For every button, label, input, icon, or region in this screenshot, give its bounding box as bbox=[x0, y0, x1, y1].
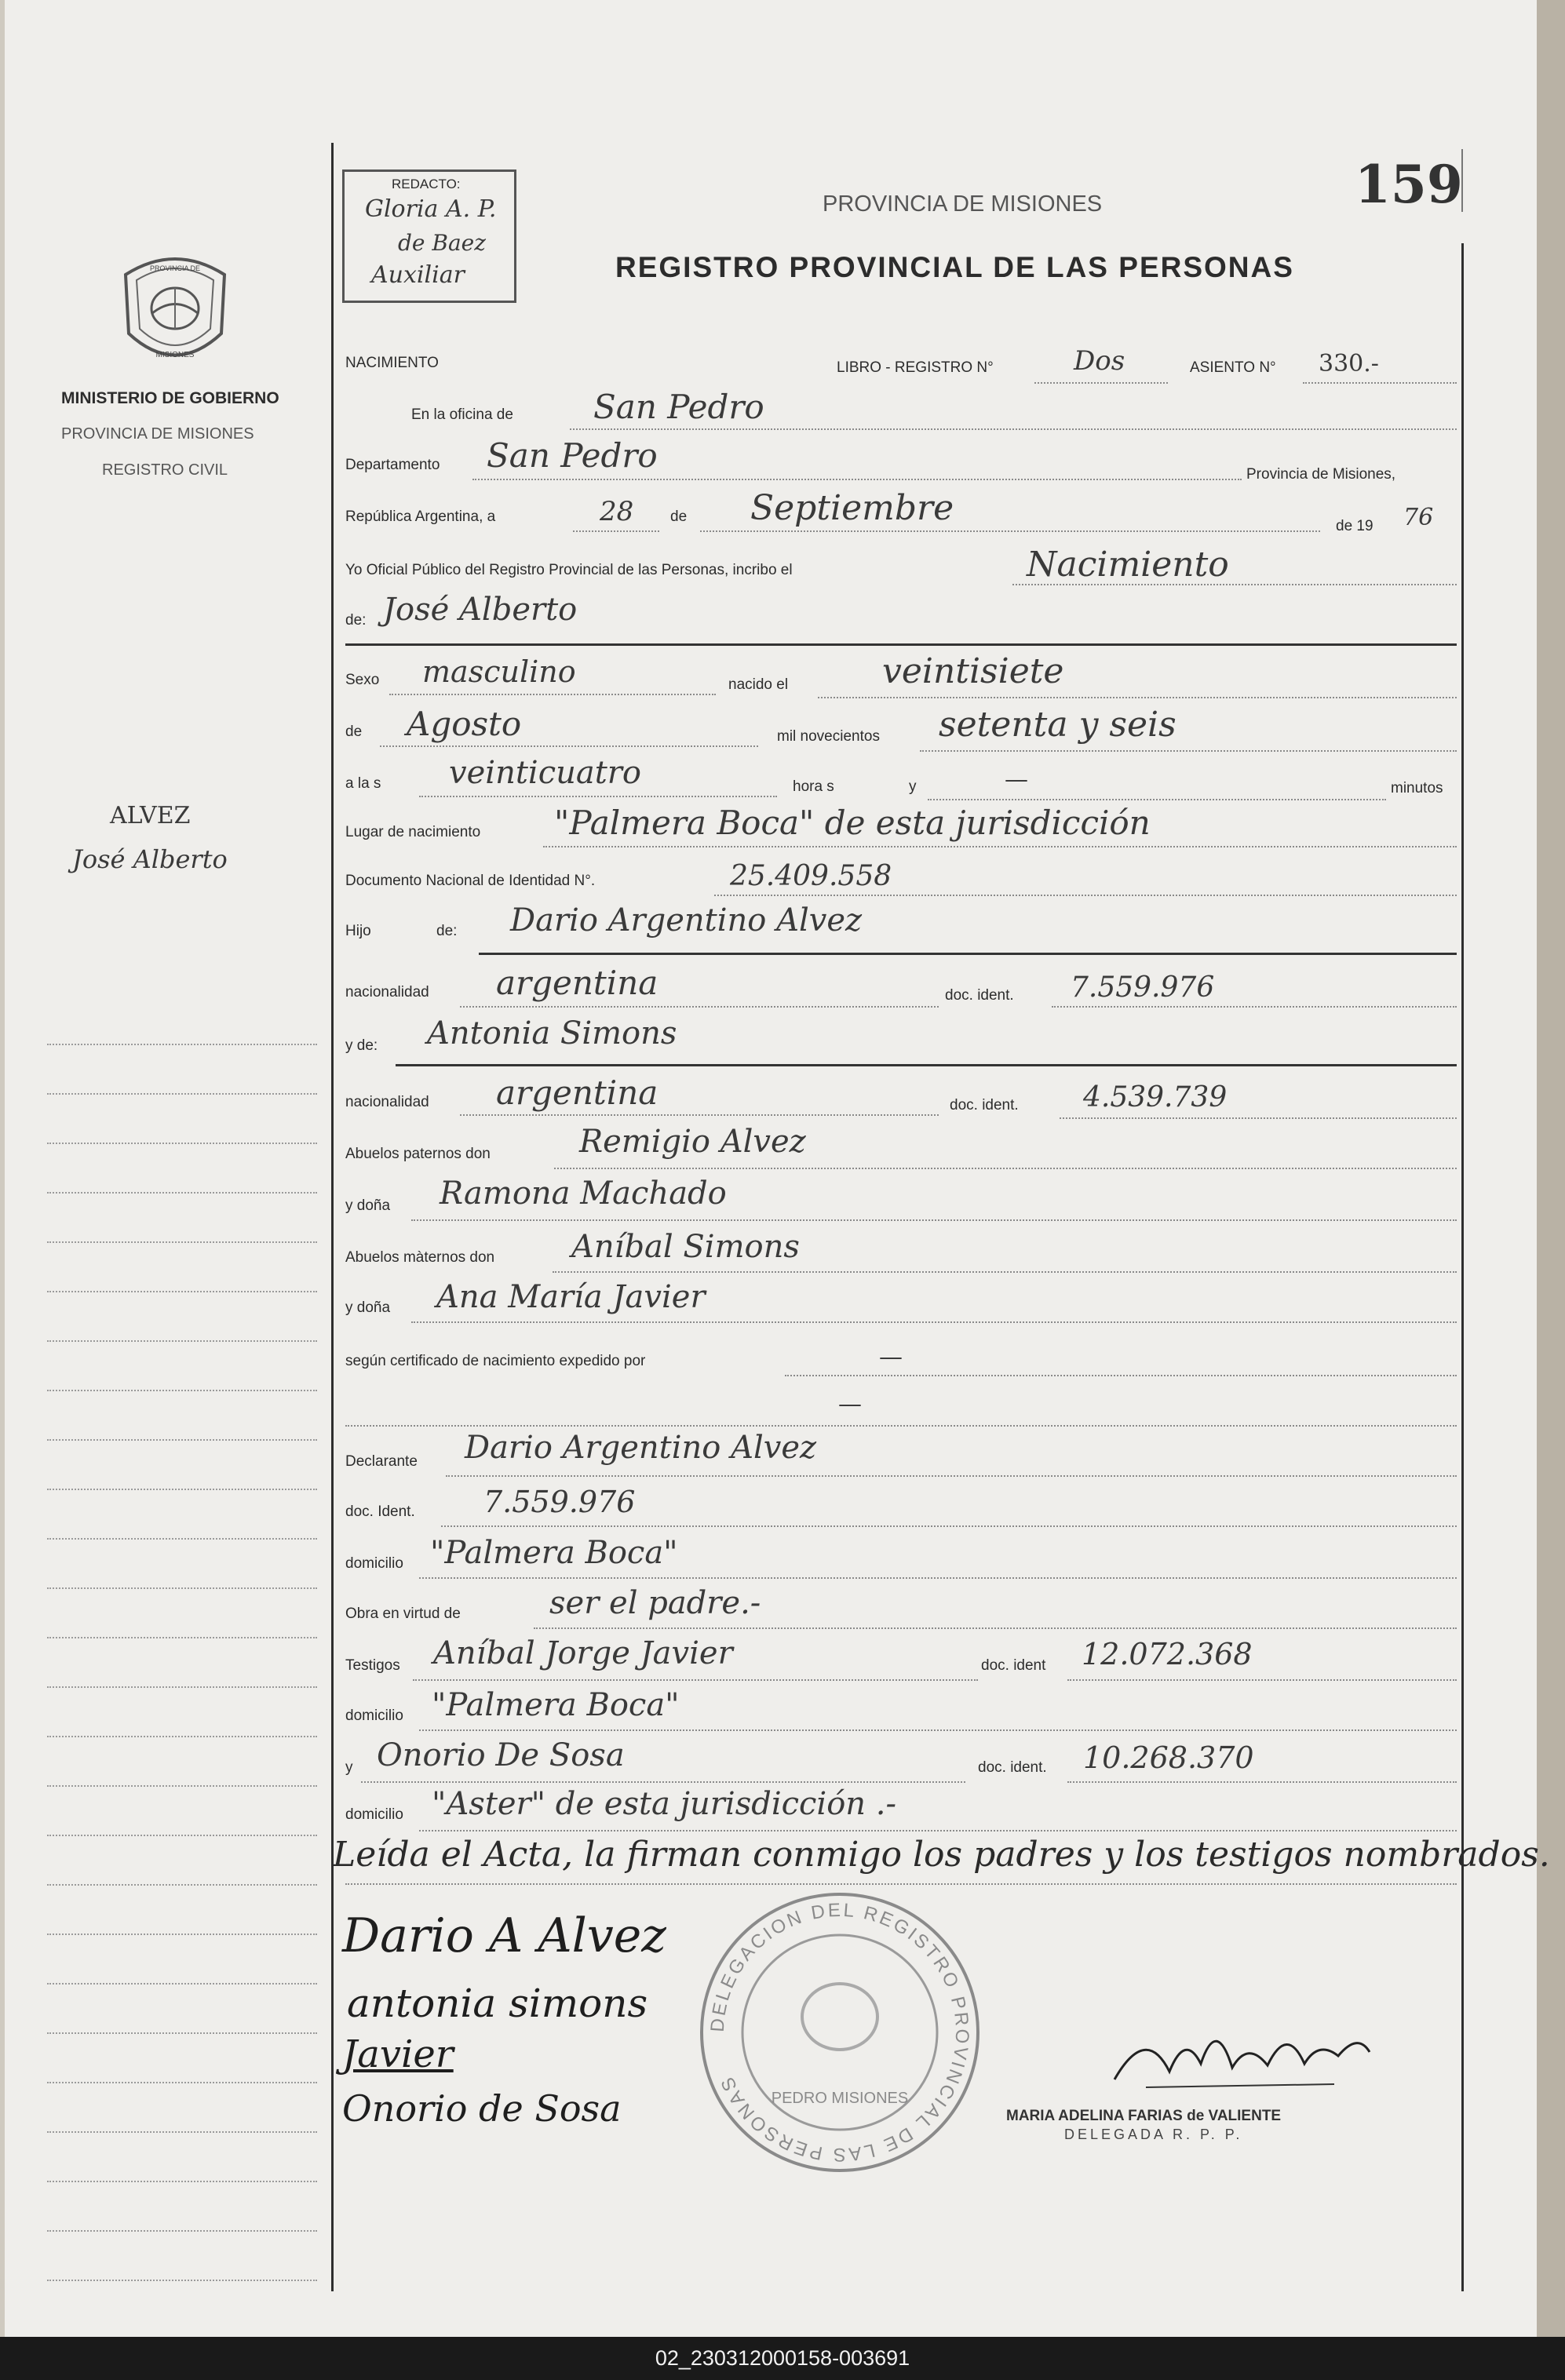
abp-label: Abuelos paternos don bbox=[345, 1146, 491, 1162]
republica-label: República Argentina, a bbox=[345, 508, 496, 525]
signature-mother: antonia simons bbox=[347, 1981, 648, 2026]
abp-value: Remigio Alvez bbox=[579, 1124, 806, 1160]
official-name: MARIA ADELINA FARIAS de VALIENTE bbox=[1006, 2108, 1282, 2124]
nac2-label: nacionalidad bbox=[345, 1094, 429, 1110]
document-id: 02_230312000158-003691 bbox=[655, 2346, 910, 2370]
segun-value: — bbox=[879, 1343, 903, 1371]
oficina-label: En la oficina de bbox=[411, 406, 513, 423]
nac1-label: nacionalidad bbox=[345, 984, 429, 1000]
hora-value: veinticuatro bbox=[449, 755, 641, 791]
oficina-value: San Pedro bbox=[593, 388, 764, 426]
ministry-title: MINISTERIO DE GOBIERNO bbox=[61, 389, 279, 407]
page-number: 159 bbox=[1355, 154, 1463, 215]
dom2-label: domicilio bbox=[345, 1708, 403, 1724]
official-title: DELEGADA R. P. P. bbox=[1064, 2127, 1243, 2142]
dona1-label: y doña bbox=[345, 1197, 391, 1214]
dni-value: 25.409.558 bbox=[730, 860, 892, 892]
dom3-label: domicilio bbox=[345, 1806, 403, 1823]
dom2-value: "Palmera Boca" bbox=[432, 1687, 680, 1723]
minutos-label: minutos bbox=[1391, 780, 1443, 796]
official-signature-scribble bbox=[1099, 2009, 1381, 2103]
dom3-value: "Aster" de esta jurisdicción .- bbox=[432, 1786, 897, 1822]
obra-value: ser el padre.- bbox=[549, 1585, 761, 1621]
doc2-value: 4.539.739 bbox=[1083, 1081, 1228, 1113]
header-title: REGISTRO PROVINCIAL DE LAS PERSONAS bbox=[615, 251, 1294, 283]
acto-value: Nacimiento bbox=[1027, 545, 1229, 585]
minutos-value: — bbox=[1005, 766, 1028, 793]
dona1-value: Ramona Machado bbox=[440, 1175, 727, 1212]
redacto-label: REDACTO: bbox=[392, 177, 461, 191]
redacto-line3: Auxiliar bbox=[371, 261, 465, 289]
signature-witness2: Onorio de Sosa bbox=[342, 2087, 622, 2130]
y-label: y bbox=[909, 778, 917, 795]
testigo1-value: Aníbal Jorge Javier bbox=[433, 1635, 733, 1671]
asiento-value: 330.- bbox=[1319, 350, 1379, 377]
redacto-line2: de Baez bbox=[398, 230, 486, 256]
nacido-anio-value: setenta y seis bbox=[939, 705, 1176, 745]
seal-text-top: PROVINCIA DE bbox=[149, 264, 201, 272]
svg-text:DELEGACION DEL REGISTRO PROVIN bbox=[707, 1900, 973, 2165]
de-label: de bbox=[670, 508, 688, 525]
lugar-value: "Palmera Boca" de esta jurisdicción bbox=[554, 804, 1151, 842]
doct2-value: 10.268.370 bbox=[1083, 1740, 1254, 1775]
y2-label: y bbox=[345, 1759, 353, 1776]
registry-seal-icon bbox=[691, 1883, 989, 2181]
libro-label: LIBRO - REGISTRO N° bbox=[837, 359, 994, 376]
lugar-label: Lugar de nacimiento bbox=[345, 824, 481, 840]
margin-names: José Alberto bbox=[72, 844, 228, 874]
redacto-line1: Gloria A. P. bbox=[365, 195, 497, 223]
seal-bottom-text: PEDRO MISIONES bbox=[771, 2090, 909, 2107]
right-border bbox=[1461, 243, 1464, 2291]
abm-label: Abuelos màternos don bbox=[345, 1249, 495, 1266]
doc2-label: doc. ident. bbox=[950, 1097, 1019, 1113]
anio-value: 76 bbox=[1403, 504, 1434, 531]
padre-value: Dario Argentino Alvez bbox=[510, 902, 863, 939]
doct2-label: doc. ident. bbox=[978, 1759, 1047, 1776]
mil-label: mil novecientos bbox=[777, 728, 880, 745]
nacido-dia-value: veintisiete bbox=[882, 651, 1064, 691]
signature-father: Dario A Alvez bbox=[342, 1908, 666, 1963]
margin-surname: ALVEZ bbox=[110, 802, 191, 829]
testigo2-value: Onorio De Sosa bbox=[377, 1737, 625, 1773]
testigos-label: Testigos bbox=[345, 1657, 400, 1674]
abm-value: Aníbal Simons bbox=[571, 1229, 800, 1265]
dia-value: 28 bbox=[600, 496, 634, 527]
alas-label: a la s bbox=[345, 775, 381, 792]
docd-value: 7.559.976 bbox=[483, 1485, 636, 1519]
leida-text: Leída el Acta, la firman conmigo los padres y los testigos nombrados. bbox=[333, 1835, 1550, 1875]
dom1-value: "Palmera Boca" bbox=[430, 1535, 678, 1571]
left-margin-border bbox=[331, 143, 334, 2291]
dni-label: Documento Nacional de Identidad N°. bbox=[345, 873, 596, 889]
doct1-value: 12.072.368 bbox=[1082, 1637, 1253, 1671]
anio-prefix: de 19 bbox=[1336, 518, 1373, 534]
redacto-box bbox=[342, 169, 516, 303]
header-province: PROVINCIA DE MISIONES bbox=[823, 191, 1103, 217]
nacimiento-label: NACIMIENTO bbox=[345, 355, 439, 371]
depto-label: Departamento bbox=[345, 457, 440, 473]
depto-value: San Pedro bbox=[487, 436, 658, 475]
doc1-value: 7.559.976 bbox=[1071, 971, 1215, 1004]
dom1-label: domicilio bbox=[345, 1555, 403, 1572]
dona2-value: Ana María Javier bbox=[436, 1279, 706, 1315]
nac1-value: argentina bbox=[496, 964, 658, 1002]
de3-label: de bbox=[345, 723, 363, 740]
obra-label: Obra en virtud de bbox=[345, 1605, 461, 1622]
hijo-de-label: de: bbox=[436, 923, 458, 939]
libro-value: Dos bbox=[1074, 345, 1125, 377]
doct1-label: doc. ident bbox=[981, 1657, 1046, 1674]
nombre-value: José Alberto bbox=[383, 592, 578, 628]
dona2-label: y doña bbox=[345, 1299, 391, 1316]
de2-label: de: bbox=[345, 612, 367, 629]
sexo-value: masculino bbox=[422, 654, 576, 689]
declarante-value: Dario Argentino Alvez bbox=[465, 1430, 817, 1466]
madre-value: Antonia Simons bbox=[427, 1015, 677, 1052]
docd-label: doc. Ident. bbox=[345, 1503, 415, 1520]
segun-label: según certificado de nacimiento expedido por bbox=[345, 1353, 646, 1369]
sexo-label: Sexo bbox=[345, 672, 380, 688]
signature-witness1: Javier bbox=[342, 2032, 454, 2076]
yo-oficial-text: Yo Oficial Público del Registro Provincial de las Personas, incribo el bbox=[345, 562, 793, 578]
seal-text-bottom: MISIONES bbox=[155, 351, 195, 359]
nac2-value: argentina bbox=[496, 1073, 658, 1112]
asiento-label: ASIENTO N° bbox=[1190, 359, 1276, 376]
doc1-label: doc. ident. bbox=[945, 987, 1014, 1004]
page-edge bbox=[1537, 0, 1565, 2337]
coat-of-arms-icon bbox=[116, 247, 234, 373]
yde-label: y de: bbox=[345, 1037, 378, 1054]
ministry-province: PROVINCIA DE MISIONES bbox=[61, 425, 254, 443]
hijo-label: Hijo bbox=[345, 923, 371, 939]
provincia-label: Provincia de Misiones, bbox=[1246, 466, 1396, 483]
hora-label: hora s bbox=[793, 778, 834, 795]
ministry-registry: REGISTRO CIVIL bbox=[102, 461, 228, 479]
mes-value: Septiembre bbox=[750, 488, 954, 528]
seal-ring-text: DELEGACION DEL REGISTRO PROVINCIAL DE LAS PERSONAS bbox=[706, 1899, 973, 2166]
nacido-label: nacido el bbox=[728, 676, 789, 693]
extra-dash: — bbox=[838, 1390, 862, 1418]
nacido-mes-value: Agosto bbox=[407, 705, 522, 743]
declarante-label: Declarante bbox=[345, 1453, 418, 1470]
